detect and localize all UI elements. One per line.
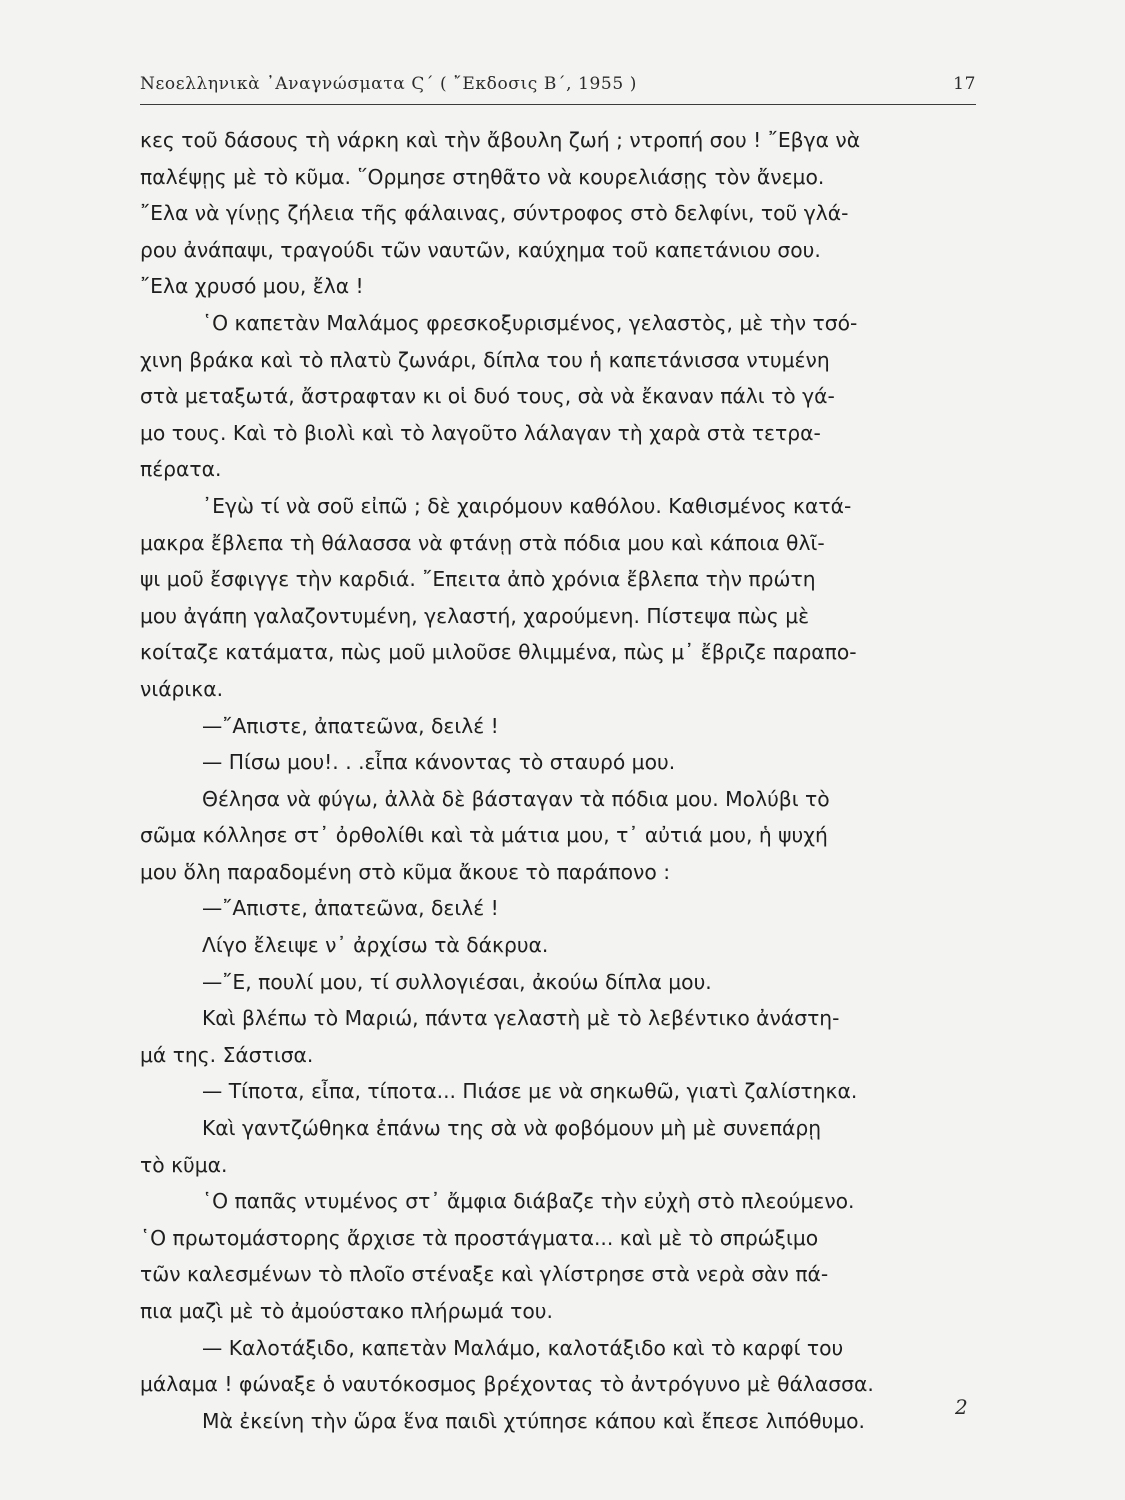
text-line: μο τους. Καὶ τὸ βιολὶ καὶ τὸ λαγοῦτο λάλαγαν τὴ χαρὰ στὰ τετρα- (140, 420, 821, 445)
text-line: ῾Ο πρωτομάστορης ἄρχισε τὰ προστάγματα... καὶ μὲ τὸ σπρώξιμο (140, 1225, 819, 1250)
text-line: χινη βράκα καὶ τὸ πλατὺ ζωνάρι, δίπλα του ἡ καπετάνισσα ντυμένη (140, 347, 830, 372)
text-line: Λίγο ἔλειψε ν᾿ ἀρχίσω τὰ δάκρυα. (202, 933, 549, 958)
running-header (140, 70, 976, 106)
text-line: ῾Ο καπετὰν Μαλάμος φρεσκοξυρισμένος, γελαστὸς, μὲ τὴν τσό- (202, 310, 858, 335)
text-line: —῎Ε, πουλί μου, τί συλλογιέσαι, ἀκούω δίπλα μου. (202, 969, 712, 994)
text-line: —῎Απιστε, ἀπατεῶνα, δειλέ ! (202, 896, 499, 921)
text-line: — Πίσω μου!. . .εἶπα κάνοντας τὸ σταυρό μου. (202, 750, 676, 775)
text-line: στὰ μεταξωτά, ἄστραφταν κι οἱ δυό τους, σὰ νὰ ἔκαναν πάλι τὸ γά- (140, 384, 835, 409)
text-line: Μὰ ἐκείνη τὴν ὥρα ἕνα παιδὶ χτύπησε κάπου καὶ ἔπεσε λιπόθυμο. (202, 1408, 865, 1433)
text-line: κες τοῦ δάσους τὴ νάρκη καὶ τὴν ἄβουλη ζωή ; ντροπή σου ! ῎Εβγα νὰ (140, 128, 861, 152)
page-number: 17 (953, 74, 976, 94)
text-line: παλέψῃς μὲ τὸ κῦμα. ῞Ορμησε στηθᾶτο νὰ κουρελιάσῃς τὸν ἄνεμο. (140, 164, 825, 189)
text-line: ψι μοῦ ἔσφιγγε τὴν καρδιά. ῎Επειτα ἀπὸ χρόνια ἔβλεπα τὴν πρώτη (140, 567, 816, 592)
text-line: — Τίποτα, εἶπα, τίποτα... Πιάσε με νὰ σηκωθῶ, γιατὶ ζαλίστηκα. (202, 1079, 858, 1104)
text-line: μου ὅλη παραδομένη στὸ κῦμα ἄκουε τὸ παράπονο : (140, 859, 671, 884)
text-line: κοίταζε κατάματα, πὼς μοῦ μιλοῦσε θλιμμένα, πὼς μ᾿ ἔβριζε παραπο- (140, 640, 857, 665)
text-line: —῎Απιστε, ἀπατεῶνα, δειλέ ! (202, 713, 499, 738)
text-line: τῶν καλεσμένων τὸ πλοῖο στέναξε καὶ γλίστρησε στὰ νερὰ σὰν πά- (140, 1262, 829, 1287)
text-line: Καὶ βλέπω τὸ Μαριώ, πάντα γελαστὴ μὲ τὸ λεβέντικο ἀνάστη- (202, 1006, 840, 1031)
text-line: μάλαμα ! φώναξε ὁ ναυτόκοσμος βρέχοντας τὸ ἀντρόγυνο μὲ θάλασσα. (140, 1372, 874, 1397)
text-line: Θέλησα νὰ φύγω, ἀλλὰ δὲ βάσταγαν τὰ πόδια μου. Μολύβι τὸ (202, 786, 830, 811)
text-line: Καὶ γαντζώθηκα ἐπάνω της σὰ νὰ φοβόμουν μὴ μὲ συνεπάρῃ (202, 1116, 822, 1141)
book-title: Νεοελληνικὰ ᾿Αναγνώσματα Ϛ΄ ( ῎Εκδοσις Β΄, 1955 ) (140, 74, 637, 94)
signature-mark: 2 (955, 1395, 968, 1419)
text-line: — Καλοτάξιδο, καπετὰν Μαλάμο, καλοτάξιδο καὶ τὸ καρφί του (202, 1335, 844, 1360)
text-line: ῎Ελα χρυσό μου, ἔλα ! (140, 274, 364, 299)
text-line: ῾Ο παπᾶς ντυμένος στ᾿ ἄμφια διάβαζε τὴν εὐχὴ στὸ πλεούμενο. (202, 1189, 855, 1214)
text-line: σῶμα κόλλησε στ᾿ ὀρθολίθι καὶ τὰ μάτια μου, τ᾿ αὐτιά μου, ἡ ψυχή (140, 823, 828, 848)
body-text (140, 122, 976, 1439)
text-line: πέρατα. (140, 457, 222, 482)
text-line: μά της. Σάστισα. (140, 1042, 314, 1067)
text-line: πια μαζὶ μὲ τὸ ἀμούστακο πλήρωμά του. (140, 1299, 553, 1323)
header-rule (140, 104, 976, 105)
text-line: τὸ κῦμα. (140, 1152, 228, 1177)
text-line: μακρα ἔβλεπα τὴ θάλασσα νὰ φτάνῃ στὰ πόδια μου καὶ κάποια θλῖ- (140, 530, 825, 555)
text-line: μου ἀγάπη γαλαζοντυμένη, γελαστή, χαρούμενη. Πίστεψα πὼς μὲ (140, 603, 810, 628)
text-line: ῎Ελα νὰ γίνῃς ζήλεια τῆς φάλαινας, σύντροφος στὸ δελφίνι, τοῦ γλά- (140, 201, 849, 226)
text-line: ρου ἀνάπαψι, τραγούδι τῶν ναυτῶν, καύχημα τοῦ καπετάνιου σου. (140, 237, 821, 262)
text-line: ᾿Εγὼ τί νὰ σοῦ εἰπῶ ; δὲ χαιρόμουν καθόλου. Καθισμένος κατά- (202, 493, 852, 518)
text-line: νιάρικα. (140, 676, 224, 701)
